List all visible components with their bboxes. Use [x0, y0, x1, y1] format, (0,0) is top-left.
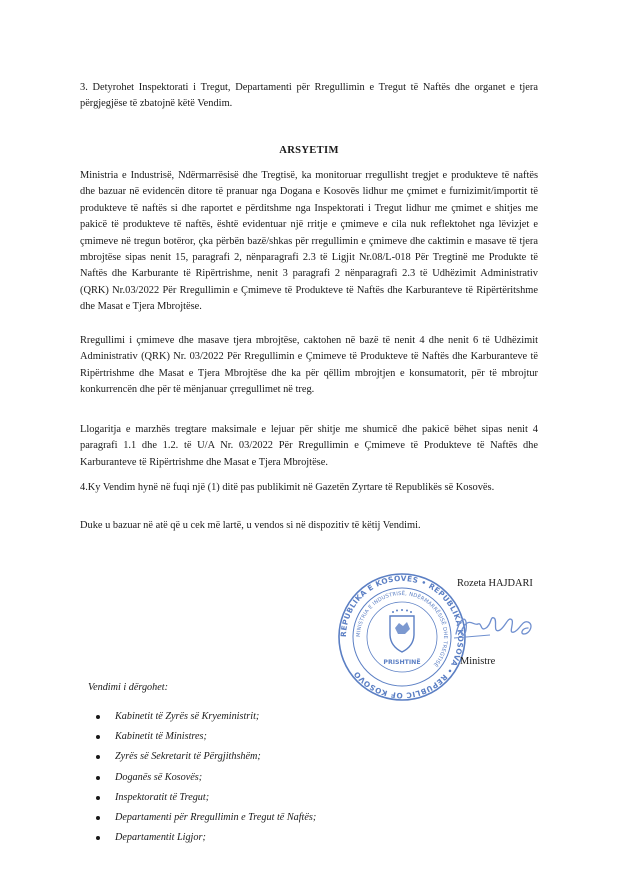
distribution-item-text: Kabinetit të Zyrës së Kryeministrit; [115, 711, 260, 722]
seal-inner-text: MINISTRIA E INDUSTRISË, NDËRMARRËSISË DHE TREGTISË [355, 590, 449, 668]
bullet-icon [96, 836, 100, 840]
distribution-item [96, 768, 316, 788]
handwritten-signature [450, 604, 540, 648]
distribution-item-text: Kabinetit të Ministres; [115, 731, 207, 743]
coat-of-arms-icon [390, 609, 414, 652]
distribution-item-text: Inspektoratit të Tregut; [115, 791, 210, 803]
distribution-item [96, 747, 316, 767]
distribution-item-text: Departamenti për Rregullimin e Tregut të Naftës; [115, 812, 317, 824]
distribution-item [96, 727, 316, 747]
bullet-icon [96, 755, 100, 759]
seal-outer-text: REPUBLIKA E KOSOVËS • REPUBLIKA KOSOVA • REPUBLIC OF KOSOVO [338, 573, 466, 701]
distribution-item [96, 788, 316, 808]
distribution-item [96, 808, 316, 828]
distribution-item [96, 828, 316, 848]
section-heading: ARSYETIM [279, 145, 339, 156]
signer-name: Rozeta HAJDARI [457, 578, 533, 589]
distribution-item-text: Departamentit Ligjor; [115, 832, 206, 844]
bullet-icon [96, 796, 100, 800]
distribution-list [96, 707, 316, 848]
paragraph-2: Rregullimi i çmimeve dhe masave tjera mbrojtëse, caktohen në bazë të nenit 4 dhe nenit 6 të Udhëzimit Administrativ (QRK) Nr. 03/2022 Për Rregullimin e Çmimeve të Produkteve të Naftës dhe Karburanteve të Ripërtrishme dhe Masat e Tjera Mbrojtëse dhe ka për qëllim mbrojtjen e konsumatorit, për të mbrojtur konkurrencën dhe për të mënjanuar çrregullimet në treg. [80, 335, 538, 396]
official-seal [337, 572, 467, 702]
bullet-icon [96, 776, 100, 780]
clause-4: 4.Ky Vendim hynë në fuqi një (1) ditë pas publikimit në Gazetën Zyrtare të Republikës së Kosovës. [80, 482, 495, 493]
distribution-item-text: Zyrës së Sekretarit të Përgjithshëm; [115, 751, 261, 763]
distribution-item [96, 707, 316, 727]
paragraph-3: Llogaritja e marzhës tregtare maksimale e lejuar për shitje me shumicë dhe pakicë bëhet sipas nenit 4 paragrafi 1.1 dhe 1.2. të U/A Nr. 03/2022 Për Rregullimin e Çmimeve të Produkteve të Naftës dhe Karburanteve të Ripërtrishme dhe Masat e Tjera Mbrojtëse. [80, 424, 538, 468]
distribution-title: Vendimi i dërgohet: [88, 682, 168, 693]
signer-title: Ministre [460, 656, 496, 667]
clause-3: 3. Detyrohet Inspektorati i Tregut, Departamenti për Rregullimin e Tregut të Naftës dhe organet e tjera përgjegjëse të zbatojnë këtë Vendim. [80, 82, 538, 110]
bullet-icon [96, 816, 100, 820]
closing-statement: Duke u bazuar në atë që u cek më lartë, u vendos si në dispozitiv të këtij Vendimi. [80, 520, 421, 531]
bullet-icon [96, 735, 100, 739]
paragraph-1: Ministria e Industrisë, Ndërmarrësisë dhe Tregtisë, ka monitoruar rregullisht tregjet e produkteve të naftës dhe bazuar në evidencën ditore të pranuar nga Dogana e Kosovës lidhur me çmimet e furnizimit/importit të produkteve të naftës si dhe raportet e përditshme nga Inspektorati i Tregut lidhur me çmimet e shitjes me pakicë të produkteve të naftës, është evidentuar një rritje e çmimeve e cila nuk reflektohet nga lëvizjet e çmimeve në tregun botëror, çka përbën bazë/shkas për rregullimin e çmimeve dhe caktimin e masave të tjera mbrojtëse sipas nenit 15, paragrafi 2, nënparagrafi 2.3 të Ligjit Nr.08/L-018 Për Tregtinë me Produkte të Naftës dhe Karburante të Ripërtrishme, nenit 3 paragrafi 2 nënparagrafi 2.3 të Udhëzimit Administrativ (QRK) Nr.03/2022 Për Rregullimin e Çmimeve të Produkteve të Naftës dhe Karburanteve të Ripërtëritshme dhe Masat e Tjera Mbrojtëse. [80, 170, 538, 313]
bullet-icon [96, 715, 100, 719]
seal-center-text: PRISHTINË [383, 659, 421, 666]
distribution-item-text: Doganës së Kosovës; [115, 771, 203, 783]
